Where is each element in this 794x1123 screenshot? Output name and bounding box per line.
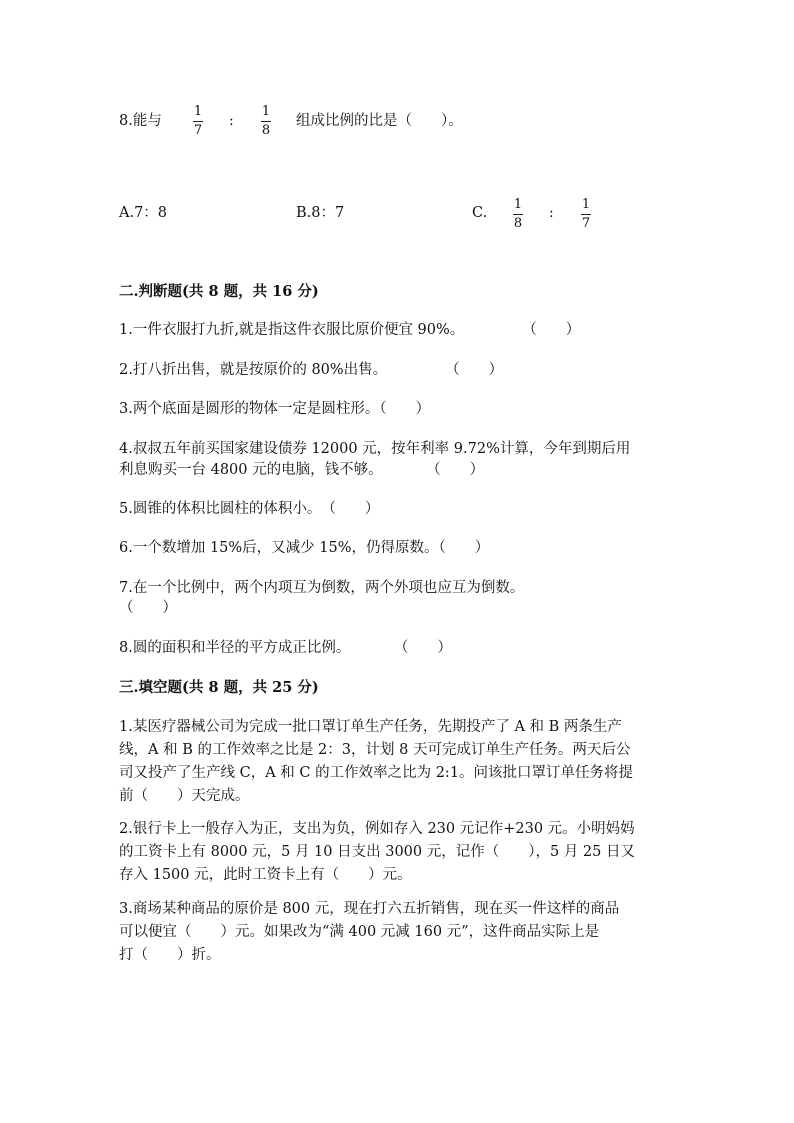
fill-item-1-line-4: 前（ ）天完成。 (119, 788, 250, 804)
judgement-item-5: 5.圆锥的体积比圆柱的体积小。 （ ） (119, 501, 380, 517)
option-c-colon: : (549, 205, 554, 221)
fill-item-3-line-3: 打（ ）折。 (119, 947, 221, 963)
question-8-suffix: 组成比例的比是（ ）。 (296, 113, 463, 129)
fraction-denominator: 8 (261, 123, 271, 138)
fraction-numerator: 1 (581, 197, 591, 212)
fill-item-1-line-3: 司又投产了生产线 C，A 和 C 的工作效率之比为 2:1。问该批口罩订单任务将提 (119, 765, 634, 781)
fraction-one-seventh (191, 105, 205, 138)
fill-item-2-line-3: 存入 1500 元，此时工资卡上有（ ）元。 (119, 867, 412, 883)
judgement-item-7-line-1: 7.在一个比例中，两个内项互为倒数，两个外项也应互为倒数。 (119, 580, 525, 596)
fill-item-2-line-1: 2.银行卡上一般存入为正，支出为负，例如存入 230 元记作+230 元。小明妈妈 (119, 821, 635, 837)
section-3-title: 三.填空题(共 8 题，共 25 分) (119, 679, 319, 696)
fill-item-1-line-1: 1.某医疗器械公司为完成一批口罩订单生产任务，先期投产了 A 和 B 两条生产 (119, 719, 622, 735)
option-b: B.8：7 (296, 205, 345, 221)
option-c-fraction-one-seventh (579, 198, 593, 231)
fraction-denominator: 7 (581, 216, 591, 231)
judgement-item-2: 2.打八折出售，就是按原价的 80%出售。 （ ） (119, 362, 504, 378)
fill-item-3-line-1: 3.商场某种商品的原价是 800 元，现在打六五折销售，现在买一件这样的商品 (119, 901, 620, 917)
question-8-prefix: 8.能与 (119, 113, 162, 129)
judgement-item-4-line-2: 利息购买一台 4800 元的电脑，钱不够。 （ ） (119, 462, 485, 478)
fraction-numerator: 1 (193, 104, 203, 119)
fraction-numerator: 1 (513, 197, 523, 212)
fraction-one-eighth (259, 105, 273, 138)
option-c-label: C. (472, 205, 488, 221)
fill-item-3-line-2: 可以便宜（ ）元。如果改为“满 400 元减 160 元”，这件商品实际上是 (119, 924, 600, 940)
fraction-denominator: 7 (193, 123, 203, 138)
judgement-item-3: 3.两个底面是圆形的物体一定是圆柱形。（ ） (119, 401, 431, 417)
fraction-numerator: 1 (261, 104, 271, 119)
section-2-title: 二.判断题(共 8 题，共 16 分) (119, 283, 319, 300)
judgement-item-6: 6.一个数增加 15%后，又减少 15%，仍得原数。（ ） (119, 540, 490, 556)
fill-item-1-line-2: 线，A 和 B 的工作效率之比是 2：3，计划 8 天可完成订单生产任务。两天后公 (119, 742, 631, 758)
ratio-colon: : (229, 113, 234, 129)
judgement-item-4-line-1: 4.叔叔五年前买国家建设债券 12000 元，按年利率 9.72%计算，今年到期后用 (119, 441, 631, 457)
judgement-item-8: 8.圆的面积和半径的平方成正比例。 （ ） (119, 640, 452, 656)
option-c-fraction-one-eighth (511, 198, 525, 231)
judgement-item-7-line-2: （ ） (119, 600, 177, 616)
fill-item-2-line-2: 的工资卡上有 8000 元，5 月 10 日支出 3000 元，记作（ ），5 月 25 日又 (119, 844, 635, 860)
fraction-denominator: 8 (513, 216, 523, 231)
option-a: A.7：8 (119, 205, 168, 221)
judgement-item-1: 1.一件衣服打九折,就是指这件衣服比原价便宜 90%。 （ ） (119, 322, 581, 338)
